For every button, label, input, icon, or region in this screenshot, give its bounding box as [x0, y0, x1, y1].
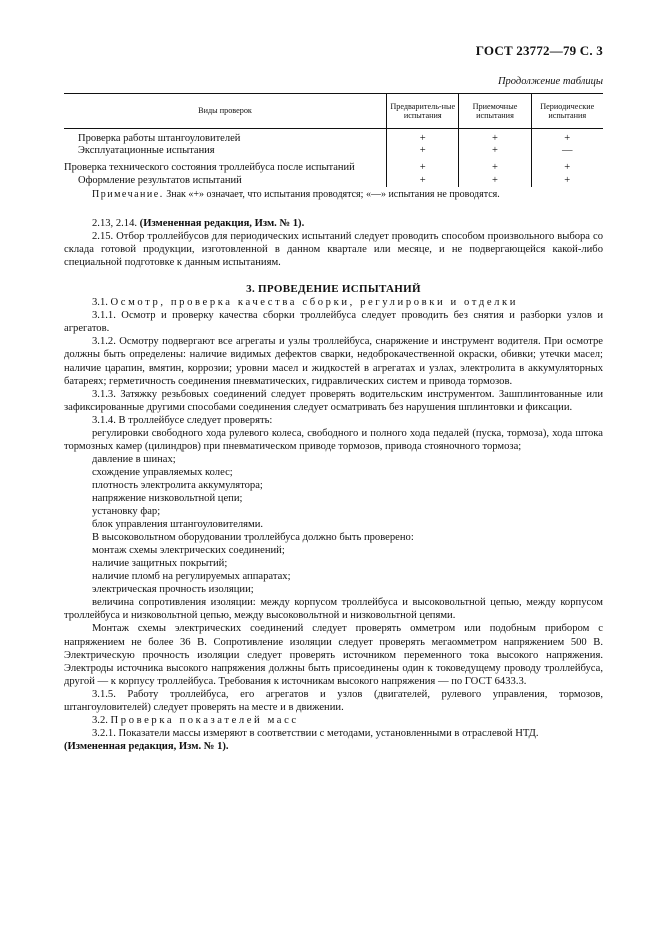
paragraph-3-1	[64, 296, 603, 309]
paragraph-2-13-number: 2.13, 2.14.	[92, 218, 140, 230]
list-item: В высоковольтном оборудовании троллейбуса должно быть проверено:	[92, 532, 414, 544]
paragraph-3-1-2: 3.1.2. Осмотру подвергают все агрегаты и узлы троллейбуса, снаряжение и инструмент водителя. При осмотре должны быть определены: наличие видимых дефектов сварки, недоброкачественной окраски, обивки; утечки масел; наличие царапин, вмятин, коррозии; уровни масел и жидкостей в агрегатах и узлах, электролита в аккумуляторных батареях; герметичность соединения пневматических, гидравлических систем и привода тормозов.	[64, 336, 603, 387]
table-header-row	[64, 94, 603, 129]
table-note	[64, 188, 603, 201]
cell-preliminary: +	[387, 145, 459, 157]
paragraph-3-2-number: 3.2.	[92, 714, 111, 726]
cell-periodic: —	[531, 145, 603, 157]
row-name: Эксплуатационные испытания	[78, 144, 215, 156]
list-item: электрическая прочность изоляции;	[92, 584, 254, 596]
section-title: 3. ПРОВЕДЕНИЕ ИСПЫТАНИЙ	[246, 283, 421, 296]
table-row	[64, 173, 603, 187]
amendment-note: (Измененная редакция, Изм. № 1).	[64, 740, 229, 752]
row-name: Оформление результатов испытаний	[78, 175, 242, 187]
paragraph-2-13-bold: (Измененная редакция, Изм. № 1).	[139, 218, 305, 230]
col-header-periodic: Периодические испытания	[531, 94, 603, 129]
table-row	[64, 145, 603, 157]
table-row	[64, 157, 603, 174]
paragraph-3-2-1: 3.2.1. Показатели массы измеряют в соответствии с методами, установленными в отраслевой НТД.	[92, 727, 539, 739]
list-item: давление в шинах;	[92, 453, 176, 465]
cell-acceptance: +	[459, 145, 531, 157]
list-item: наличие защитных покрытий;	[92, 558, 228, 570]
paragraph-3-1-title: Осмотр, проверка качества сборки, регулировки и отделки	[110, 297, 519, 309]
paragraph-3-1-1: 3.1.1. Осмотр и проверку качества сборки троллейбуса следует проводить без снятия и разборки узлов и агрегатов.	[64, 310, 603, 335]
note-label: Примечание.	[92, 189, 164, 200]
cell-preliminary: +	[387, 129, 459, 145]
cell-preliminary: +	[387, 157, 459, 174]
document-body	[64, 188, 603, 753]
table-continuation-label: Продолжение таблицы	[497, 76, 603, 87]
list-item: плотность электролита аккумулятора;	[92, 479, 263, 491]
tests-table	[64, 93, 603, 187]
col-header-acceptance: Приемочные испытания	[459, 94, 531, 129]
list-item: наличие пломб на регулируемых аппаратах;	[92, 571, 291, 583]
paragraph-2-13	[64, 217, 603, 230]
col-header-test-types: Виды проверок	[64, 94, 387, 129]
paragraph-3-2-1-bold	[64, 740, 603, 753]
paragraph-3-1-3: 3.1.3. Затяжку резьбовых соединений следует проверять водительским инструментом. Зашплинтованные или зафиксированные другими способами соединения следует осматривать без нарушения шплинтовки и фиксации.	[64, 388, 603, 413]
note-text: Знак «+» означает, что испытания проводятся; «—» испытания не проводятся.	[163, 189, 500, 200]
paragraph-3-1-number: 3.1.	[92, 297, 111, 309]
row-name: Проверка работы штангоуловителей	[78, 133, 241, 144]
paragraph-3-2	[64, 714, 603, 727]
list-item: блок управления штангоуловителями.	[92, 519, 264, 531]
cell-preliminary: +	[387, 173, 459, 187]
paragraph-2-15: 2.15. Отбор троллейбусов для периодических испытаний следует проводить способом произвольного выбора со склада готовой продукции, изготовленной в данном квартале или месяце, и не подвергающейся какой-либо специальной подготовке к данным испытаниям.	[64, 231, 603, 269]
paragraph-3-1-5: 3.1.5. Работу троллейбуса, его агрегатов и узлов (двигателей, рулевого управления, тормозов, штангоуловителей) следует проверять на месте и в движении.	[64, 688, 603, 713]
list-item: напряжение низковольтной цепи;	[92, 492, 243, 504]
table-row	[64, 129, 603, 145]
list-item: схождение управляемых колес;	[92, 466, 233, 478]
cell-periodic: +	[531, 173, 603, 187]
list-item: монтаж схемы электрических соединений;	[92, 545, 285, 557]
cell-acceptance: +	[459, 129, 531, 145]
cell-acceptance: +	[459, 157, 531, 174]
paragraph-3-2-title: Проверка показателей масс	[110, 714, 299, 726]
list-item: регулировки свободного хода рулевого колеса, свободного и полного хода педалей (пуска, тормоза), хода штока тормозных камер (цилиндров) при пневматическом приводе тормозов, привода стояночного тормоза;	[64, 427, 603, 452]
row-name: Проверка технического состояния троллейбуса после испытаний	[64, 161, 355, 173]
cell-periodic: +	[531, 129, 603, 145]
paragraph-montage: Монтаж схемы электрических соединений следует проверять омметром или подобным прибором с напряжением не более 36 В. Сопротивление изоляции следует проверять мегаомметром напряжением 500 В. Электрическую прочность изоляции следует проверять источником переменного тока высокого напряжения. Электроды источника высокого напряжения должны быть присоединены один к токоведущему проводу троллейбуса, другой — к корпусу троллейбуса. Требования к источникам высокого напряжения — по ГОСТ 6433.3.	[64, 623, 603, 687]
cell-acceptance: +	[459, 173, 531, 187]
col-header-preliminary: Предваритель-ные испытания	[387, 94, 459, 129]
paragraph-3-1-4: 3.1.4. В троллейбусе следует проверять:	[92, 414, 273, 426]
cell-periodic: +	[531, 157, 603, 174]
page-header: ГОСТ 23772—79 С. 3	[475, 43, 603, 58]
list-item: величина сопротивления изоляции: между корпусом троллейбуса и высоковольтной цепью, между корпусом троллейбуса и низковольтной цепью, между высоковольтной и низковольтной цепями.	[64, 597, 603, 622]
list-item: установку фар;	[92, 506, 161, 518]
